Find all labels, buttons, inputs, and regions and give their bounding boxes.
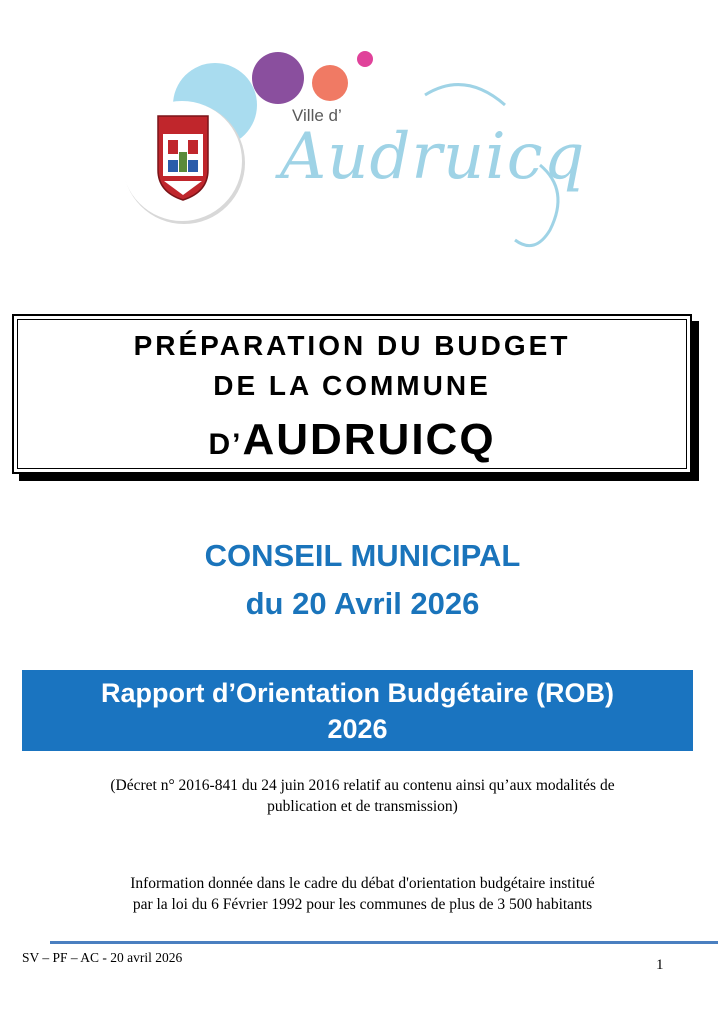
title-prefix: D’ (208, 428, 243, 461)
title-line-1: PRÉPARATION DU BUDGET (133, 330, 571, 361)
page-number: 1 (656, 957, 664, 973)
title-box (12, 314, 692, 474)
title-line-2: DE LA COMMUNE (213, 370, 491, 401)
info-note (0, 873, 725, 915)
rob-title: Rapport d’Orientation Budgétaire (ROB) (101, 678, 614, 708)
rob-year: 2026 (327, 714, 388, 744)
logo-flourish-top (425, 85, 505, 105)
council-heading: CONSEIL MUNICIPAL (204, 538, 521, 573)
logo-coral-bubble (312, 65, 348, 101)
city-logo (120, 40, 600, 260)
crest-icon (158, 116, 208, 200)
logo-pink-bubble (357, 51, 373, 67)
logo-town-name: Audruicq (280, 120, 586, 194)
title-town: AUDRUICQ (242, 415, 496, 464)
footer-reference: SV – PF – AC - 20 avril 2026 (22, 950, 183, 965)
logo-prefix: Ville d’ (292, 106, 342, 125)
info-line-2: par la loi du 6 Février 1992 pour les communes de plus de 3 500 habitants (132, 896, 593, 913)
logo-purple-bubble (252, 52, 304, 104)
info-line-1: Information donnée dans le cadre du débat d'orientation budgétaire institué (130, 875, 595, 892)
title-line-3 (14, 410, 690, 480)
decree-line-2: publication et de transmission) (267, 798, 458, 815)
footer-divider (50, 941, 718, 944)
council-date: du 20 Avril 2026 (245, 586, 480, 621)
decree-line-1: (Décret n° 2016-841 du 24 juin 2016 relatif au contenu ainsi qu’aux modalités de (110, 777, 615, 794)
rob-banner (22, 670, 693, 751)
decree-note (0, 775, 725, 817)
